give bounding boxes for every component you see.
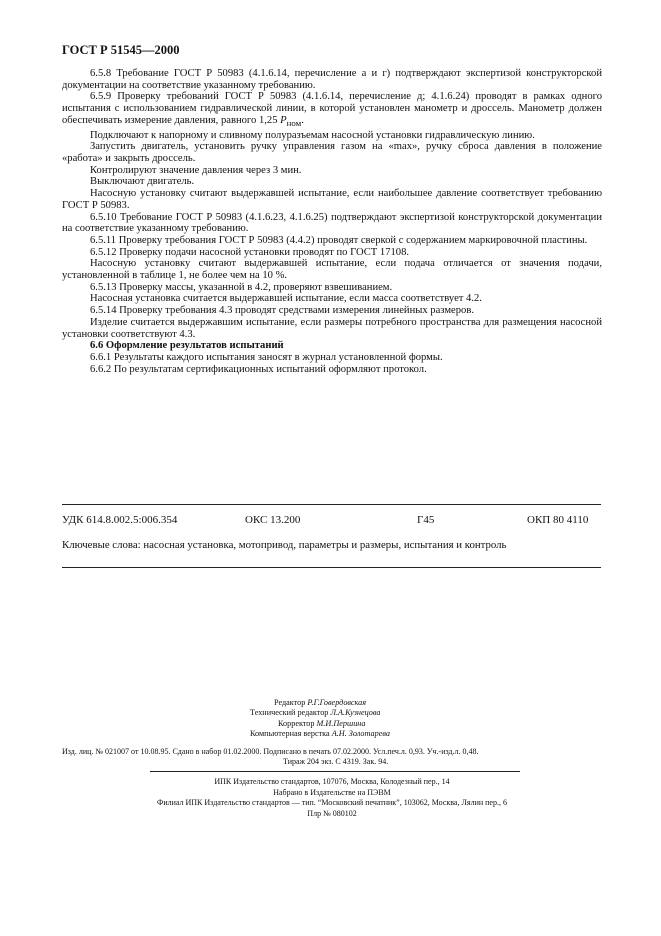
bottom-divider	[62, 567, 601, 568]
paragraph-6-5-10: 6.5.10 Требование ГОСТ Р 50983 (4.1.6.23, 4.1.6.25) подтверждают экспертизой конструкторской документации на соответствие указанному требованию.	[62, 211, 602, 235]
paragraph-6-5-9	[62, 91, 602, 129]
classification-codes	[62, 514, 602, 528]
group-code: Г45	[417, 514, 435, 526]
publishing-line-1: Изд. лиц. № 021007 от 10.08.95. Сдано в набор 01.02.2000. Подписано в печать 07.02.2000. Усл.печ.л. 0,93. Уч.-изд.л. 0,48.	[62, 747, 479, 756]
paragraph-6-5-11: 6.5.11 Проверку требования ГОСТ Р 50983 (4.4.2) проводят сверкой с содержанием маркировочной пластины.	[90, 234, 588, 246]
udk-code: УДК 614.8.002.5:006.354	[62, 514, 178, 526]
paragraph-pressure-pass: Насосную установку считают выдержавшей испытание, если наибольшее давление соответствует требованию ГОСТ Р 50983.	[62, 188, 602, 211]
paragraph-6-5-13: 6.5.13 Проверку массы, указанной в 4.2, проверяют взвешиванием.	[90, 281, 393, 293]
paragraph-6-6-1: 6.6.1 Результаты каждого испытания заносят в журнал установленной формы.	[90, 351, 443, 363]
paragraph-connect: Подключают к напорному и сливному полуразъемам насосной установки гидравлическую линию.	[90, 129, 535, 141]
paragraph-size-pass: Изделие считается выдержавшим испытание, если размеры потребного пространства для размещения насосной установки соответствуют 4.3.	[62, 316, 602, 340]
body-text	[62, 68, 602, 375]
printer-line-1: ИПК Издательство стандартов, 107076, Москва, Колодезный пер., 14	[214, 777, 450, 786]
paragraph-stop-engine: Выключают двигатель.	[90, 176, 195, 188]
credit-tech-editor: Технический редактор Л.А.Кузнецова	[250, 708, 381, 718]
printer-line-4: Плр № 080102	[307, 808, 357, 818]
paragraph-control-pressure: Контролируют значение давления через 3 мин.	[90, 164, 302, 176]
pressure-subscript: ном	[286, 117, 302, 128]
paragraph-6-5-9-tail: .	[301, 114, 304, 126]
paragraph-flow-pass: Насосную установку считают выдержавшей испытание, если подача отличается от значения подачи, установленной в таблице 1, не более чем на 10 %.	[62, 258, 602, 282]
credit-layout: Компьютерная верстка А.Н. Золотарева	[250, 729, 390, 739]
section-heading-6-6: 6.6 Оформление результатов испытаний	[90, 340, 284, 352]
printer-info	[62, 777, 602, 819]
standard-code-header: ГОСТ Р 51545—2000	[62, 43, 180, 57]
pressure-symbol: P	[280, 114, 287, 126]
publishing-line-2: Тираж 204 экз. С 4319. Зак. 94.	[283, 757, 389, 766]
printer-divider	[150, 771, 520, 772]
paragraph-6-6-2: 6.6.2 По результатам сертификационных испытаний оформляют протокол.	[90, 363, 427, 375]
paragraph-6-5-12: 6.5.12 Проверку подачи насосной установки проводят по ГОСТ 17108.	[90, 246, 410, 258]
printer-line-3: Филиал ИПК Издательство стандартов — тип. “Московский печатник”, 103062, Москва, Лялин пер., 6	[157, 798, 507, 808]
credit-editor: Редактор Р.Г.Говердовская	[274, 698, 367, 707]
paragraph-6-5-8: 6.5.8 Требование ГОСТ Р 50983 (4.1.6.14, перечисление а и г) подтверждают экспертизой конструкторской документации на соответствие указанному требованию.	[62, 68, 602, 91]
paragraph-mass-pass: Насосная установка считается выдержавшей испытание, если масса соответствует 4.2.	[90, 293, 482, 305]
paragraph-6-5-14: 6.5.14 Проверку требования 4.3 проводят средствами измерения линейных размеров.	[90, 305, 474, 317]
credits-block	[250, 698, 390, 740]
credit-corrector: Корректор М.И.Першина	[278, 718, 366, 728]
top-divider	[62, 504, 601, 505]
publishing-info	[62, 747, 602, 767]
oks-code: ОКС 13.200	[245, 514, 301, 526]
paragraph-start-engine: Запустить двигатель, установить ручку управления газом на «max», ручку сброса давления в положение «работа» и закрыть дроссель.	[62, 141, 602, 165]
paragraph-6-5-9-text: 6.5.9 Проверку требований ГОСТ Р 50983 (4.1.6.14, перечисление д; 4.1.6.24) проводят в рамках одного испытания с использованием гидравлической линии, в которой установлен манометр и дроссель. Манометр должен обеспечивать измерение давления, равного 1,25	[62, 91, 602, 126]
printer-line-2: Набрано в Издательстве на ПЭВМ	[273, 787, 391, 797]
okp-code: ОКП 80 4110	[527, 514, 589, 526]
keywords-line: Ключевые слова: насосная установка, мотопривод, параметры и размеры, испытания и контроль	[62, 539, 507, 551]
